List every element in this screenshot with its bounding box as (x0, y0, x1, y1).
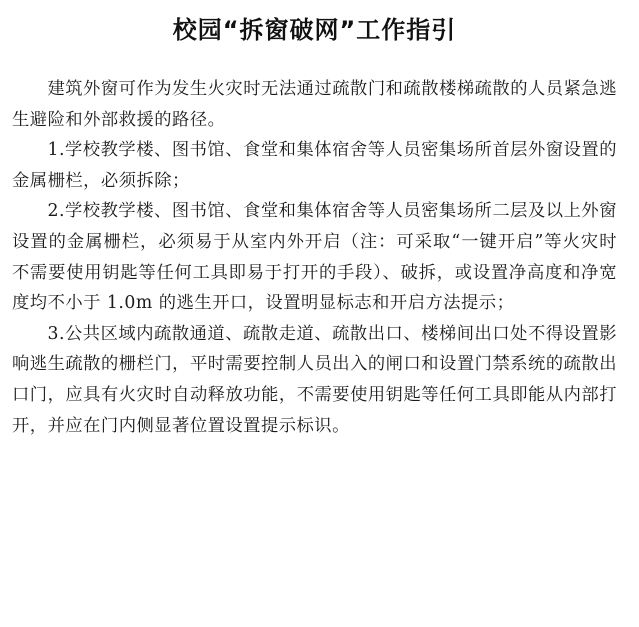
document-title: 校园“拆窗破网”工作指引 (172, 16, 457, 44)
paragraph-item-2: 2.学校教学楼、图书馆、食堂和集体宿舍等人员密集场所二层及以上外窗设置的金属栅栏，必须易于从室内外开启（注：可采取“一键开启”等火灾时不需要使用钥匙等任何工具即易于打开的手段）、破拆，或设置净高度和净宽度均不小于 1.0m 的逃生开口，设置明显标志和开启方法提示； (12, 201, 617, 314)
paragraph-item-3: 3.公共区域内疏散通道、疏散走道、疏散出口、楼梯间出口处不得设置影响逃生疏散的栅栏门，平时需要控制人员出入的闸口和设置门禁系统的疏散出口门，应具有火灾时自动释放功能，不需要使用钥匙等任何工具即能从内部打开，并应在门内侧显著位置设置提示标识。 (12, 323, 617, 436)
paragraph-intro: 建筑外窗可作为发生火灾时无法通过疏散门和疏散楼梯疏散的人员紧急逃生避险和外部救援的路径。 (12, 79, 617, 130)
paragraph-item-1: 1.学校教学楼、图书馆、食堂和集体宿舍等人员密集场所首层外窗设置的金属栅栏，必须拆除； (12, 140, 617, 191)
